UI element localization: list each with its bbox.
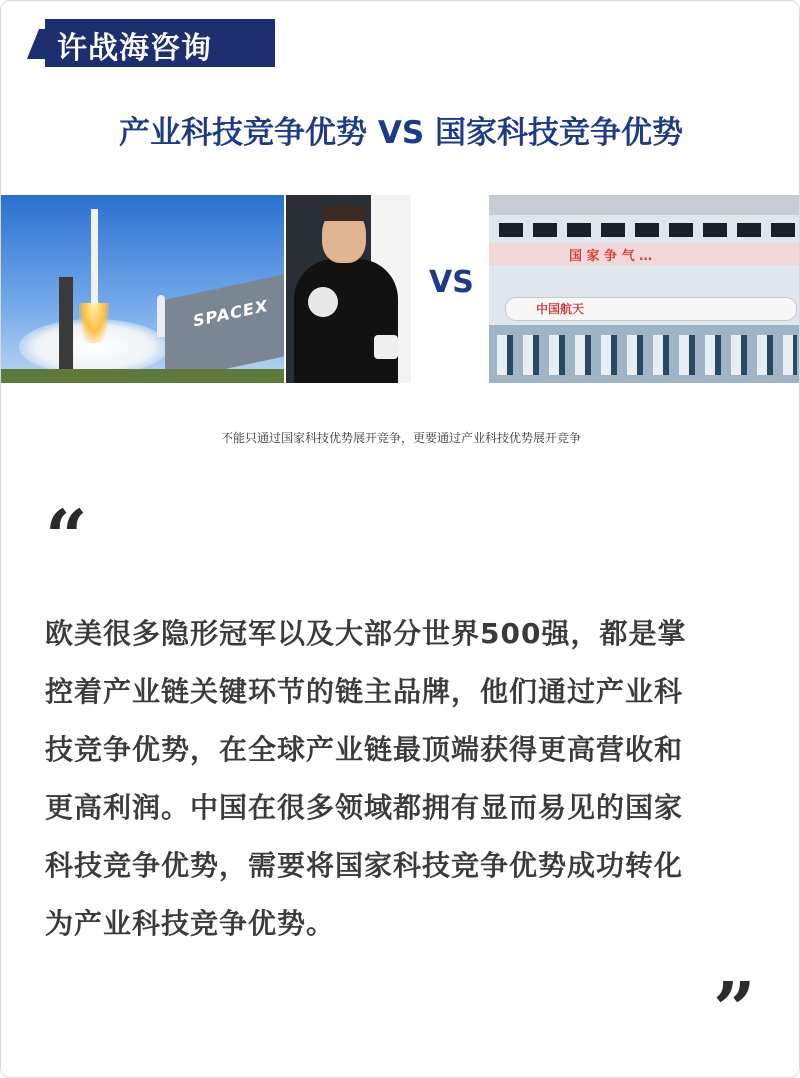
person-photo: [286, 195, 411, 383]
quote-line: 技竞争优势，在全球产业链最顶端获得更高营收和: [45, 733, 684, 766]
ground: [1, 369, 284, 383]
quote-line: 科技竞争优势，需要将国家科技竞争优势成功转化: [45, 849, 684, 882]
rocket-factory-photo: [489, 195, 800, 383]
person-hair: [322, 205, 366, 221]
quote-line: 更高利润。中国在很多领域都拥有显而易见的国家: [45, 791, 684, 824]
shirt-sleeve: [374, 335, 398, 359]
quote-line: 欧美很多隐形冠军以及大部分世界500强，都是掌: [45, 617, 687, 650]
image-caption: 不能只通过国家科技优势展开竞争，更要通过产业科技优势展开竞争: [220, 431, 581, 445]
workers-group: [497, 335, 797, 375]
rocket-body-text: 中国航天: [536, 302, 585, 316]
hangar-building: [165, 274, 284, 382]
factory-banner: [489, 243, 800, 265]
quote-line: 为产业科技竞争优势。: [45, 907, 336, 940]
factory-ceiling: [489, 195, 800, 215]
rocket-launch-photo: [1, 195, 284, 383]
rocket-flame: [79, 303, 109, 343]
hangar-sign: SPACEX: [193, 295, 269, 331]
headline: 产业科技竞争优势 VS 国家科技竞争优势: [119, 115, 683, 151]
quote-body: [45, 605, 761, 953]
open-quote-icon: “: [45, 495, 88, 581]
brand-tag: [45, 19, 275, 67]
rocket: [91, 209, 98, 305]
launch-tower: [59, 277, 73, 369]
banner-text: 国 家 争 气 …: [569, 249, 653, 264]
brand-name: 许战海咨询: [57, 31, 212, 66]
factory-windows: [499, 223, 799, 237]
comparison-image-strip: [1, 195, 800, 385]
person-torso: [294, 259, 398, 383]
rocket-body: [505, 297, 797, 321]
vs-label: VS: [429, 265, 474, 300]
close-quote-icon: ”: [713, 967, 756, 1053]
shirt-logo-icon: [308, 287, 338, 317]
water-tower: [157, 295, 165, 337]
quote-line: 控着产业链关键环节的链主品牌，他们通过产业科: [45, 675, 684, 708]
